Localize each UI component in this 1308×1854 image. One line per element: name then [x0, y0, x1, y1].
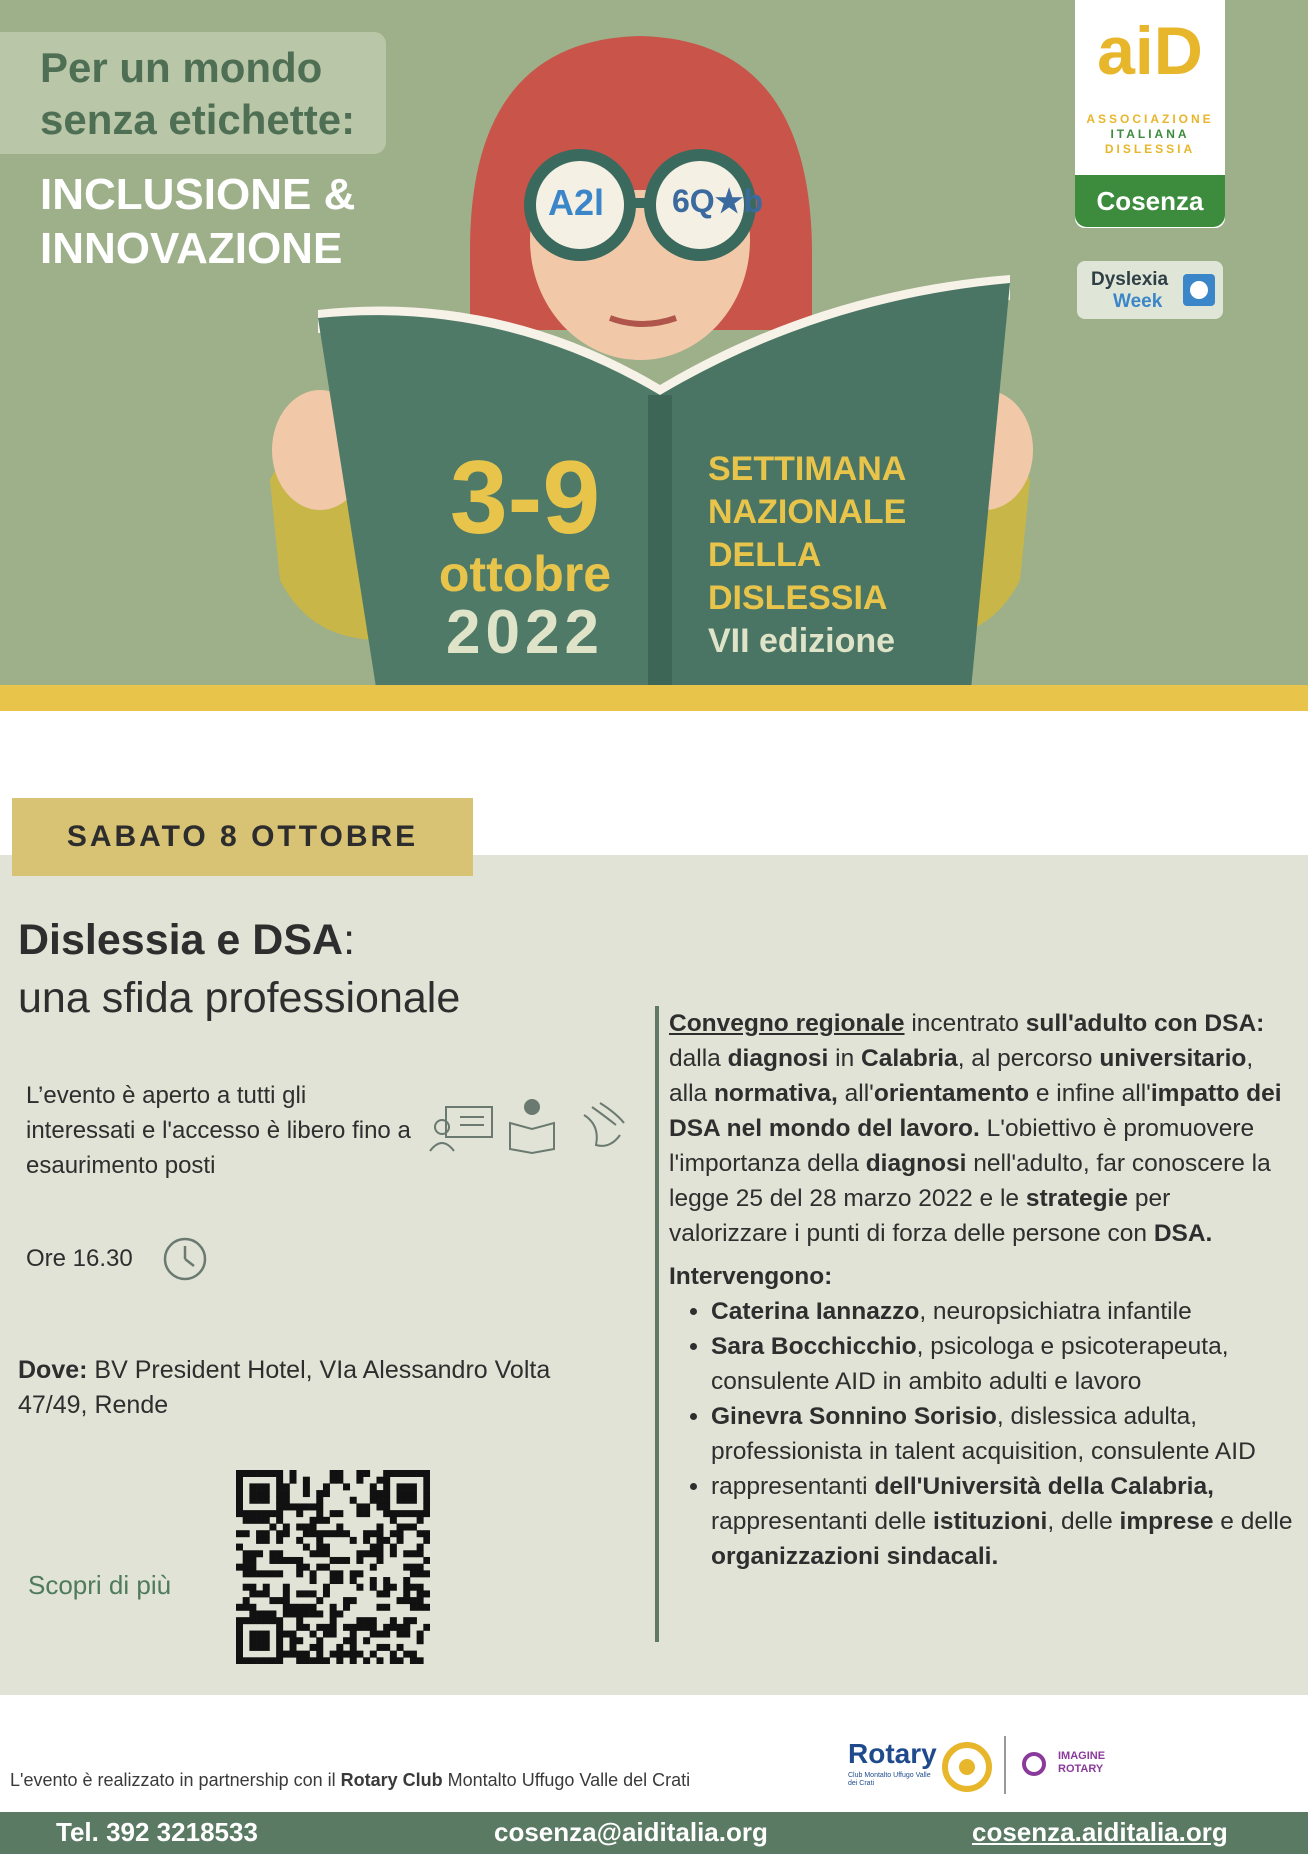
rotary-label: Rotary	[848, 1738, 937, 1769]
speakers-heading: Intervengono:	[669, 1263, 833, 1290]
rotary-logos	[848, 1736, 1118, 1794]
slogan	[40, 42, 390, 146]
date-range: 3-9	[449, 440, 601, 556]
glasses-letters-right: 6Q★b	[672, 183, 763, 219]
event-title	[18, 916, 355, 965]
star-icon	[1183, 274, 1215, 306]
badge-line1: Dyslexia	[1091, 269, 1169, 290]
list-item: • Caterina Iannazzo, neuropsichiatra infantile	[711, 1294, 1294, 1329]
reading-person-icon	[510, 1100, 554, 1153]
event-time: Ore 16.30	[26, 1245, 133, 1272]
presentation-icon	[430, 1107, 492, 1151]
date-month: ottobre	[438, 546, 612, 602]
aid-logo-subtitle	[1075, 112, 1225, 157]
tagline-line1: INCLUSIONE &	[40, 170, 356, 219]
dyslexia-week-badge	[1077, 261, 1223, 319]
week-title	[708, 448, 938, 663]
week-title-line1: SETTIMANA	[708, 450, 907, 488]
event-icons	[420, 1095, 640, 1160]
yellow-stripe	[0, 685, 1308, 711]
location-label: Dove:	[18, 1356, 88, 1384]
logo-line3: DISLESSIA	[1104, 142, 1196, 156]
aid-logo-letters: aiD	[1097, 13, 1203, 89]
event-description	[669, 1006, 1294, 1574]
hero-illustration	[0, 0, 1308, 685]
website-link[interactable]: cosenza.aiditalia.org	[972, 1817, 1228, 1847]
logo-line1: ASSOCIAZIONE	[1086, 112, 1214, 126]
imagine-rotary-icon	[1016, 1746, 1052, 1782]
info-icons	[420, 1095, 640, 1155]
sign-language-icon	[584, 1103, 624, 1146]
logo-line2: ITALIANA	[1110, 127, 1190, 141]
date-year: 2022	[446, 598, 604, 667]
week-title-line2: NAZIONALE	[708, 493, 907, 531]
rotary-wheel-icon	[942, 1742, 992, 1792]
logo-divider	[1004, 1736, 1006, 1794]
learn-more-link[interactable]: Scopri di più	[28, 1570, 172, 1600]
logo-city: Cosenza	[1075, 175, 1225, 227]
location-text: BV President Hotel, VIa Alessandro Volta 47/49, Rende	[18, 1356, 551, 1419]
email-link[interactable]: cosenza@aiditalia.org	[494, 1817, 768, 1847]
week-title-line4: DISLESSIA	[708, 579, 888, 617]
event-subtitle: una sfida professionale	[18, 974, 461, 1022]
edition-label: VII edizione	[708, 622, 896, 660]
access-note: L’evento è aperto a tutti gli interessati e l'accesso è libero fino a esaurimento posti	[26, 1082, 411, 1179]
slogan-line2: senza etichette:	[40, 96, 356, 143]
footer	[0, 1812, 1308, 1854]
rotary-sublabel: Club Montalto Uffugo Valle dei Crati	[848, 1772, 931, 1787]
tagline	[40, 168, 400, 276]
clock-icon	[162, 1236, 208, 1282]
glasses-letters-left: A2l	[548, 182, 605, 223]
imagine-line2: ROTARY	[1058, 1763, 1104, 1775]
list-item: • Ginevra Sonnino Sorisio, dislessica adulta, professionista in talent acquisition, consulente AID	[711, 1399, 1294, 1469]
speakers-list	[669, 1294, 1294, 1574]
phone-link[interactable]: Tel. 392 3218533	[56, 1817, 258, 1847]
event-dates	[420, 440, 630, 667]
qr-code[interactable]	[236, 1470, 430, 1664]
list-item: • Sara Bocchicchio, psicologa e psicoterapeuta, consulente AID in ambito adulti e lavoro	[711, 1329, 1294, 1399]
divider	[655, 1006, 659, 1642]
event-location	[18, 1353, 618, 1423]
partnership-note: L'evento è realizzato in partnership con il Rotary Club Montalto Uffugo Valle del Crati	[10, 1770, 691, 1790]
list-item: • rappresentanti dell'Università della Calabria, rappresentanti delle istituzioni, delle imprese e delle organizzazioni sindacali.	[711, 1469, 1294, 1574]
date-tag: SABATO 8 OTTOBRE	[12, 798, 473, 876]
description-paragraph: Convegno regionale incentrato sull'adulto con DSA: dalla diagnosi in Calabria, al percorso universitario, alla normativa, all'orientamento e infine all'impatto dei DSA nel mondo del lavoro. L'obiettivo è promuovere l'importanza della diagnosi nell'adulto, far conoscere la legge 25 del 28 marzo 2022 e le strategie per valorizzare i punti di forza delle persone con DSA.	[669, 1010, 1282, 1247]
imagine-line1: IMAGINE	[1058, 1750, 1106, 1762]
slogan-line1: Per un mondo	[40, 44, 323, 91]
week-title-line3: DELLA	[708, 536, 822, 574]
event-title-bold: Dislessia e DSA	[18, 916, 344, 964]
event-title-colon: :	[343, 916, 356, 964]
tagline-line2: INNOVAZIONE	[40, 224, 343, 273]
desc-conference: Convegno regionale	[669, 1010, 905, 1037]
badge-line2: Week	[1113, 291, 1163, 312]
